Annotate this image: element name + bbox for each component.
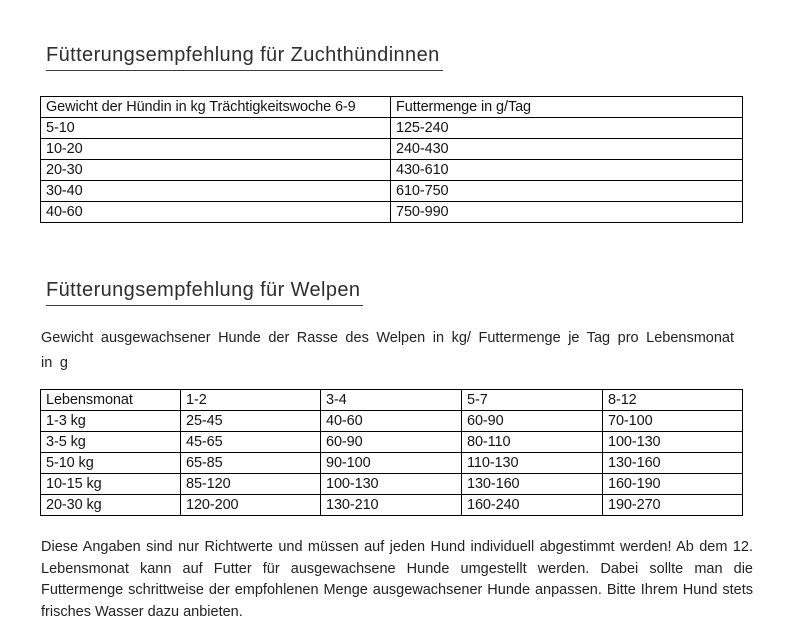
table-cell: 80-110 — [462, 432, 603, 453]
table-header-row — [41, 97, 743, 118]
table-cell: 750-990 — [391, 202, 743, 223]
header-cell-amount: Futtermenge in g/Tag — [391, 97, 743, 118]
table-cell: 20-30 kg — [41, 495, 181, 516]
table-cell: 130-160 — [603, 453, 743, 474]
table-header-row — [41, 390, 743, 411]
table-cell: 10-15 kg — [41, 474, 181, 495]
table-cell: 85-120 — [181, 474, 321, 495]
table-cell: 90-100 — [321, 453, 462, 474]
table-cell: 110-130 — [462, 453, 603, 474]
table-cell: 1-3 kg — [41, 411, 181, 432]
header-cell-month: Lebensmonat — [41, 390, 181, 411]
table-cell: 130-210 — [321, 495, 462, 516]
header-cell-month-8-12: 8-12 — [603, 390, 743, 411]
table-row — [41, 118, 743, 139]
footnote-paragraph: Diese Angaben sind nur Richtwerte und müssen auf jeden Hund individuell abgestimmt werden! Ab dem 12. Lebensmonat kann auf Futter für ausgewachsene Hunde umgestellt werden. Dabei sollte man die Futtermenge schrittweise der empfohlenen Menge ausgewachsener Hunde anpassen. Bitte Ihrem Hund stets frisches Wasser dazu anbieten. — [41, 539, 753, 620]
table-row — [41, 160, 743, 181]
table-cell: 190-270 — [603, 495, 743, 516]
table-cell: 25-45 — [181, 411, 321, 432]
table-row — [41, 453, 743, 474]
table-cell: 30-40 — [41, 181, 391, 202]
table-cell: 240-430 — [391, 139, 743, 160]
table-cell: 5-10 kg — [41, 453, 181, 474]
table-cell: 20-30 — [41, 160, 391, 181]
puppies-intro-paragraph: Gewicht ausgewachsener Hunde der Rasse des Welpen in kg/ Futtermenge je Tag pro Lebensmonat in g — [41, 330, 735, 371]
header-cell-month-3-4: 3-4 — [321, 390, 462, 411]
table-row — [41, 202, 743, 223]
table-row — [41, 495, 743, 516]
header-cell-month-1-2: 1-2 — [181, 390, 321, 411]
table-cell: 40-60 — [321, 411, 462, 432]
table-cell: 100-130 — [603, 432, 743, 453]
table-row — [41, 411, 743, 432]
table-row — [41, 432, 743, 453]
header-cell-month-5-7: 5-7 — [462, 390, 603, 411]
section-title-breeding: Fütterungsempfehlung für Zuchthündinnen — [46, 44, 443, 71]
table-cell: 40-60 — [41, 202, 391, 223]
table-cell: 125-240 — [391, 118, 743, 139]
table-cell: 60-90 — [462, 411, 603, 432]
table-cell: 610-750 — [391, 181, 743, 202]
table-row — [41, 474, 743, 495]
table-cell: 160-240 — [462, 495, 603, 516]
table-cell: 70-100 — [603, 411, 743, 432]
table-cell: 60-90 — [321, 432, 462, 453]
table-cell: 100-130 — [321, 474, 462, 495]
table-cell: 130-160 — [462, 474, 603, 495]
table-cell: 45-65 — [181, 432, 321, 453]
table-cell: 3-5 kg — [41, 432, 181, 453]
header-cell-weight: Gewicht der Hündin in kg Trächtigkeitswoche 6-9 — [41, 97, 391, 118]
table-row — [41, 139, 743, 160]
section-title-puppies: Fütterungsempfehlung für Welpen — [46, 279, 363, 306]
table-cell: 10-20 — [41, 139, 391, 160]
table-cell: 5-10 — [41, 118, 391, 139]
puppy-feeding-table — [40, 389, 743, 516]
table-row — [41, 181, 743, 202]
table-cell: 120-200 — [181, 495, 321, 516]
table-cell: 160-190 — [603, 474, 743, 495]
table-cell: 430-610 — [391, 160, 743, 181]
breeding-feeding-table — [40, 96, 743, 223]
table-cell: 65-85 — [181, 453, 321, 474]
